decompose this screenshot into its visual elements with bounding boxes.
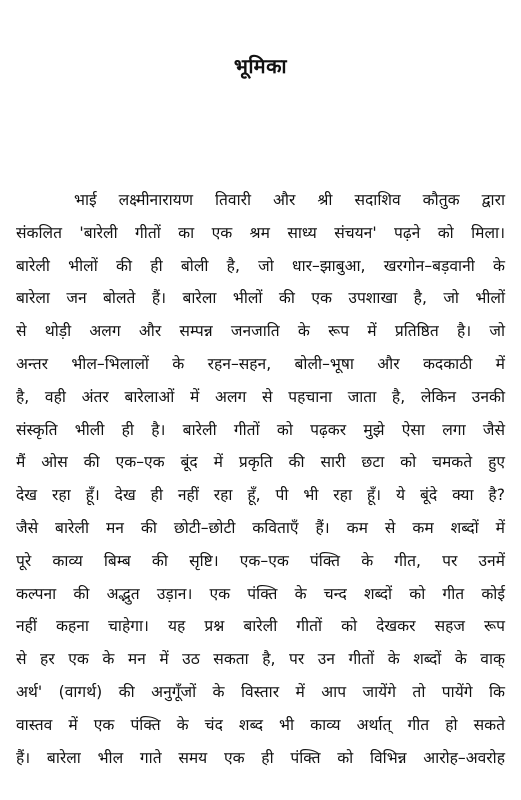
text-line-17: वास्तव में एक पंक्ति के चंद शब्द भी काव्य अर्थात् गीत हो सकते <box>16 715 505 734</box>
text-line-10: देख रहा हूँ। देख ही नहीं रहा हूँ, पी भी रहा हूँ। ये बूंदे क्या है? <box>16 486 505 505</box>
text-line-3: बारेली भीलों की ही बोली है, जो धार–झाबुआ, खरगोन–बड़वानी के <box>16 256 505 275</box>
text-line-11: जैसे बारेली मन की छोटी–छोटी कविताएँ हैं। कम से कम शब्दों में <box>16 518 505 537</box>
text-line-1: भाई लक्ष्मीनारायण तिवारी और श्री सदाशिव कौतुक द्वारा <box>74 191 505 209</box>
text-line-12: पूरे काव्य बिम्ब की सृष्टि। एक–एक पंक्ति के गीत, पर उनमें <box>16 551 505 570</box>
text-line-6: अन्तर भील–भिलालों के रहन–सहन, बोली–भूषा और कदकाठी में <box>16 354 505 373</box>
text-line-14: नहीं कहना चाहेगा। यह प्रश्न बारेली गीतों को देखकर सहज रूप <box>16 617 505 636</box>
text-line-13: कल्पना की अद्भुत उड़ान। एक पंक्ति के चन्द शब्दों को गीत कोई <box>16 584 505 603</box>
text-line-4: बारेला जन बोलते हैं। बारेला भीलों की एक उपशाखा है, जो भीलों <box>16 289 505 308</box>
page-title: भूमिका <box>233 54 288 78</box>
text-line-15: से हर एक के मन में उठ सकता है, पर उन गीतों के शब्दों के वाक् <box>16 650 505 669</box>
text-line-8: संस्कृति भीली ही है। बारेली गीतों को पढ़कर मुझे ऐसा लगा जैसे <box>16 420 505 439</box>
text-line-18: हैं। बारेला भील गाते समय एक ही पंक्ति को विभिन्न आरोह–अवरोह <box>16 748 505 767</box>
text-line-16: अर्थ' (वागर्थ) की अनुगूँजों के विस्तार में आप जायेंगे तो पायेंगे कि <box>16 682 505 701</box>
text-line-7: है, वही अंतर बारेलाओं में अलग से पहचाना जाता है, लेकिन उनकी <box>16 387 505 406</box>
body-text <box>16 184 505 774</box>
text-line-9: मैं ओस की एक–एक बूंद में प्रकृति की सारी छटा को चमकते हुए <box>16 453 505 472</box>
text-line-2: संकलित 'बारेली गीतों का एक श्रम साध्य संचयन' पढ़ने को मिला। <box>16 223 505 242</box>
text-line-5: से थोड़ी अलग और सम्पन्न जनजाति के रूप में प्रतिष्ठित है। जो <box>16 322 505 341</box>
